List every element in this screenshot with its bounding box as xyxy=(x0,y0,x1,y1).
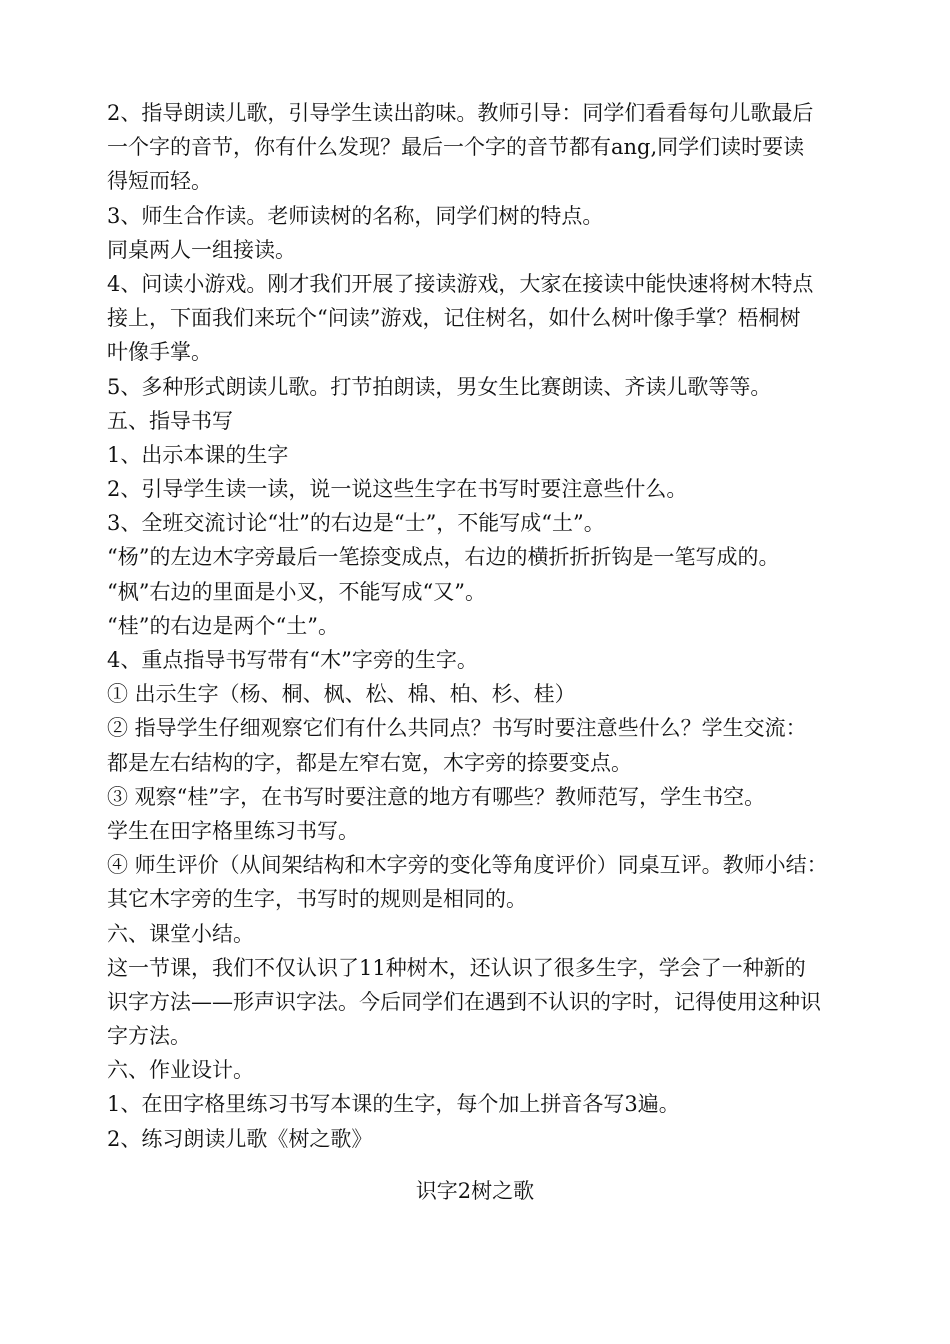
text-line: 其它木字旁的生字，书写时的规则是相同的。 xyxy=(107,887,527,912)
text-line: 识字方法——形声识字法。今后同学们在遇到不认识的字时，记得使用这种识 xyxy=(107,989,821,1014)
text-line: ④ 师生评价（从间架结构和木字旁的变化等角度评价）同桌互评。教师小结： xyxy=(107,853,828,878)
text-line: 同桌两人一组接读。 xyxy=(107,237,296,262)
text-line: 一个字的音节，你有什么发现？最后一个字的音节都有ang,同学们读时要读 xyxy=(107,135,805,160)
document-body xyxy=(107,96,867,1156)
text-line: 得短而轻。 xyxy=(107,169,212,194)
text-line: ③ 观察“桂”字，在书写时要注意的地方有哪些？教师范写，学生书空。 xyxy=(107,784,766,809)
text-line: 1、在田字格里练习书写本课的生字，每个加上拼音各写3遍。 xyxy=(107,1092,680,1117)
text-line: ① 出示生字（杨、桐、枫、松、棉、柏、杉、桂） xyxy=(107,682,576,707)
text-line: 2、练习朗读儿歌《树之歌》 xyxy=(107,1126,373,1151)
text-line: 3、师生合作读。老师读树的名称，同学们树的特点。 xyxy=(107,203,604,228)
section-heading: 五、指导书写 xyxy=(107,408,233,433)
text-line: ② 指导学生仔细观察它们有什么共同点？书写时要注意些什么？学生交流： xyxy=(107,716,807,741)
text-line: 都是左右结构的字，都是左窄右宽，木字旁的捺要变点。 xyxy=(107,750,632,775)
text-line: 这一节课，我们不仅认识了11种树木，还认识了很多生字，学会了一种新的 xyxy=(107,955,806,980)
text-line: 4、问读小游戏。刚才我们开展了接读游戏，大家在接读中能快速将树木特点 xyxy=(107,271,814,296)
text-line: “枫”右边的里面是小叉，不能写成“又”。 xyxy=(107,579,486,604)
text-line: 学生在田字格里练习书写。 xyxy=(107,818,359,843)
section-heading: 六、作业设计。 xyxy=(107,1058,254,1083)
section-heading: 六、课堂小结。 xyxy=(107,921,254,946)
text-line: 2、指导朗读儿歌，引导学生读出韵味。教师引导：同学们看看每句儿歌最后 xyxy=(107,101,814,125)
text-line: 字方法。 xyxy=(107,1024,191,1049)
text-line: 3、全班交流讨论“壮”的右边是“士”，不能写成“土”。 xyxy=(107,511,605,536)
text-line: “杨”的左边木字旁最后一笔捺变成点，右边的横折折折钩是一笔写成的。 xyxy=(107,545,780,570)
text-line: “桂”的右边是两个“土”。 xyxy=(107,613,339,638)
text-line: 1、出示本课的生字 xyxy=(107,442,289,467)
text-line: 5、多种形式朗读儿歌。打节拍朗读，男女生比赛朗读、齐读儿歌等等。 xyxy=(107,374,772,399)
lesson-title: 识字2树之歌 xyxy=(415,1179,535,1203)
text-line: 接上，下面我们来玩个“问读”游戏，记住树名，如什么树叶像手掌？梧桐树 xyxy=(107,306,801,331)
text-line: 2、引导学生读一读，说一说这些生字在书写时要注意些什么。 xyxy=(107,477,688,502)
text-line: 叶像手掌。 xyxy=(107,340,212,365)
text-line: 4、重点指导书写带有“木”字旁的生字。 xyxy=(107,648,478,672)
